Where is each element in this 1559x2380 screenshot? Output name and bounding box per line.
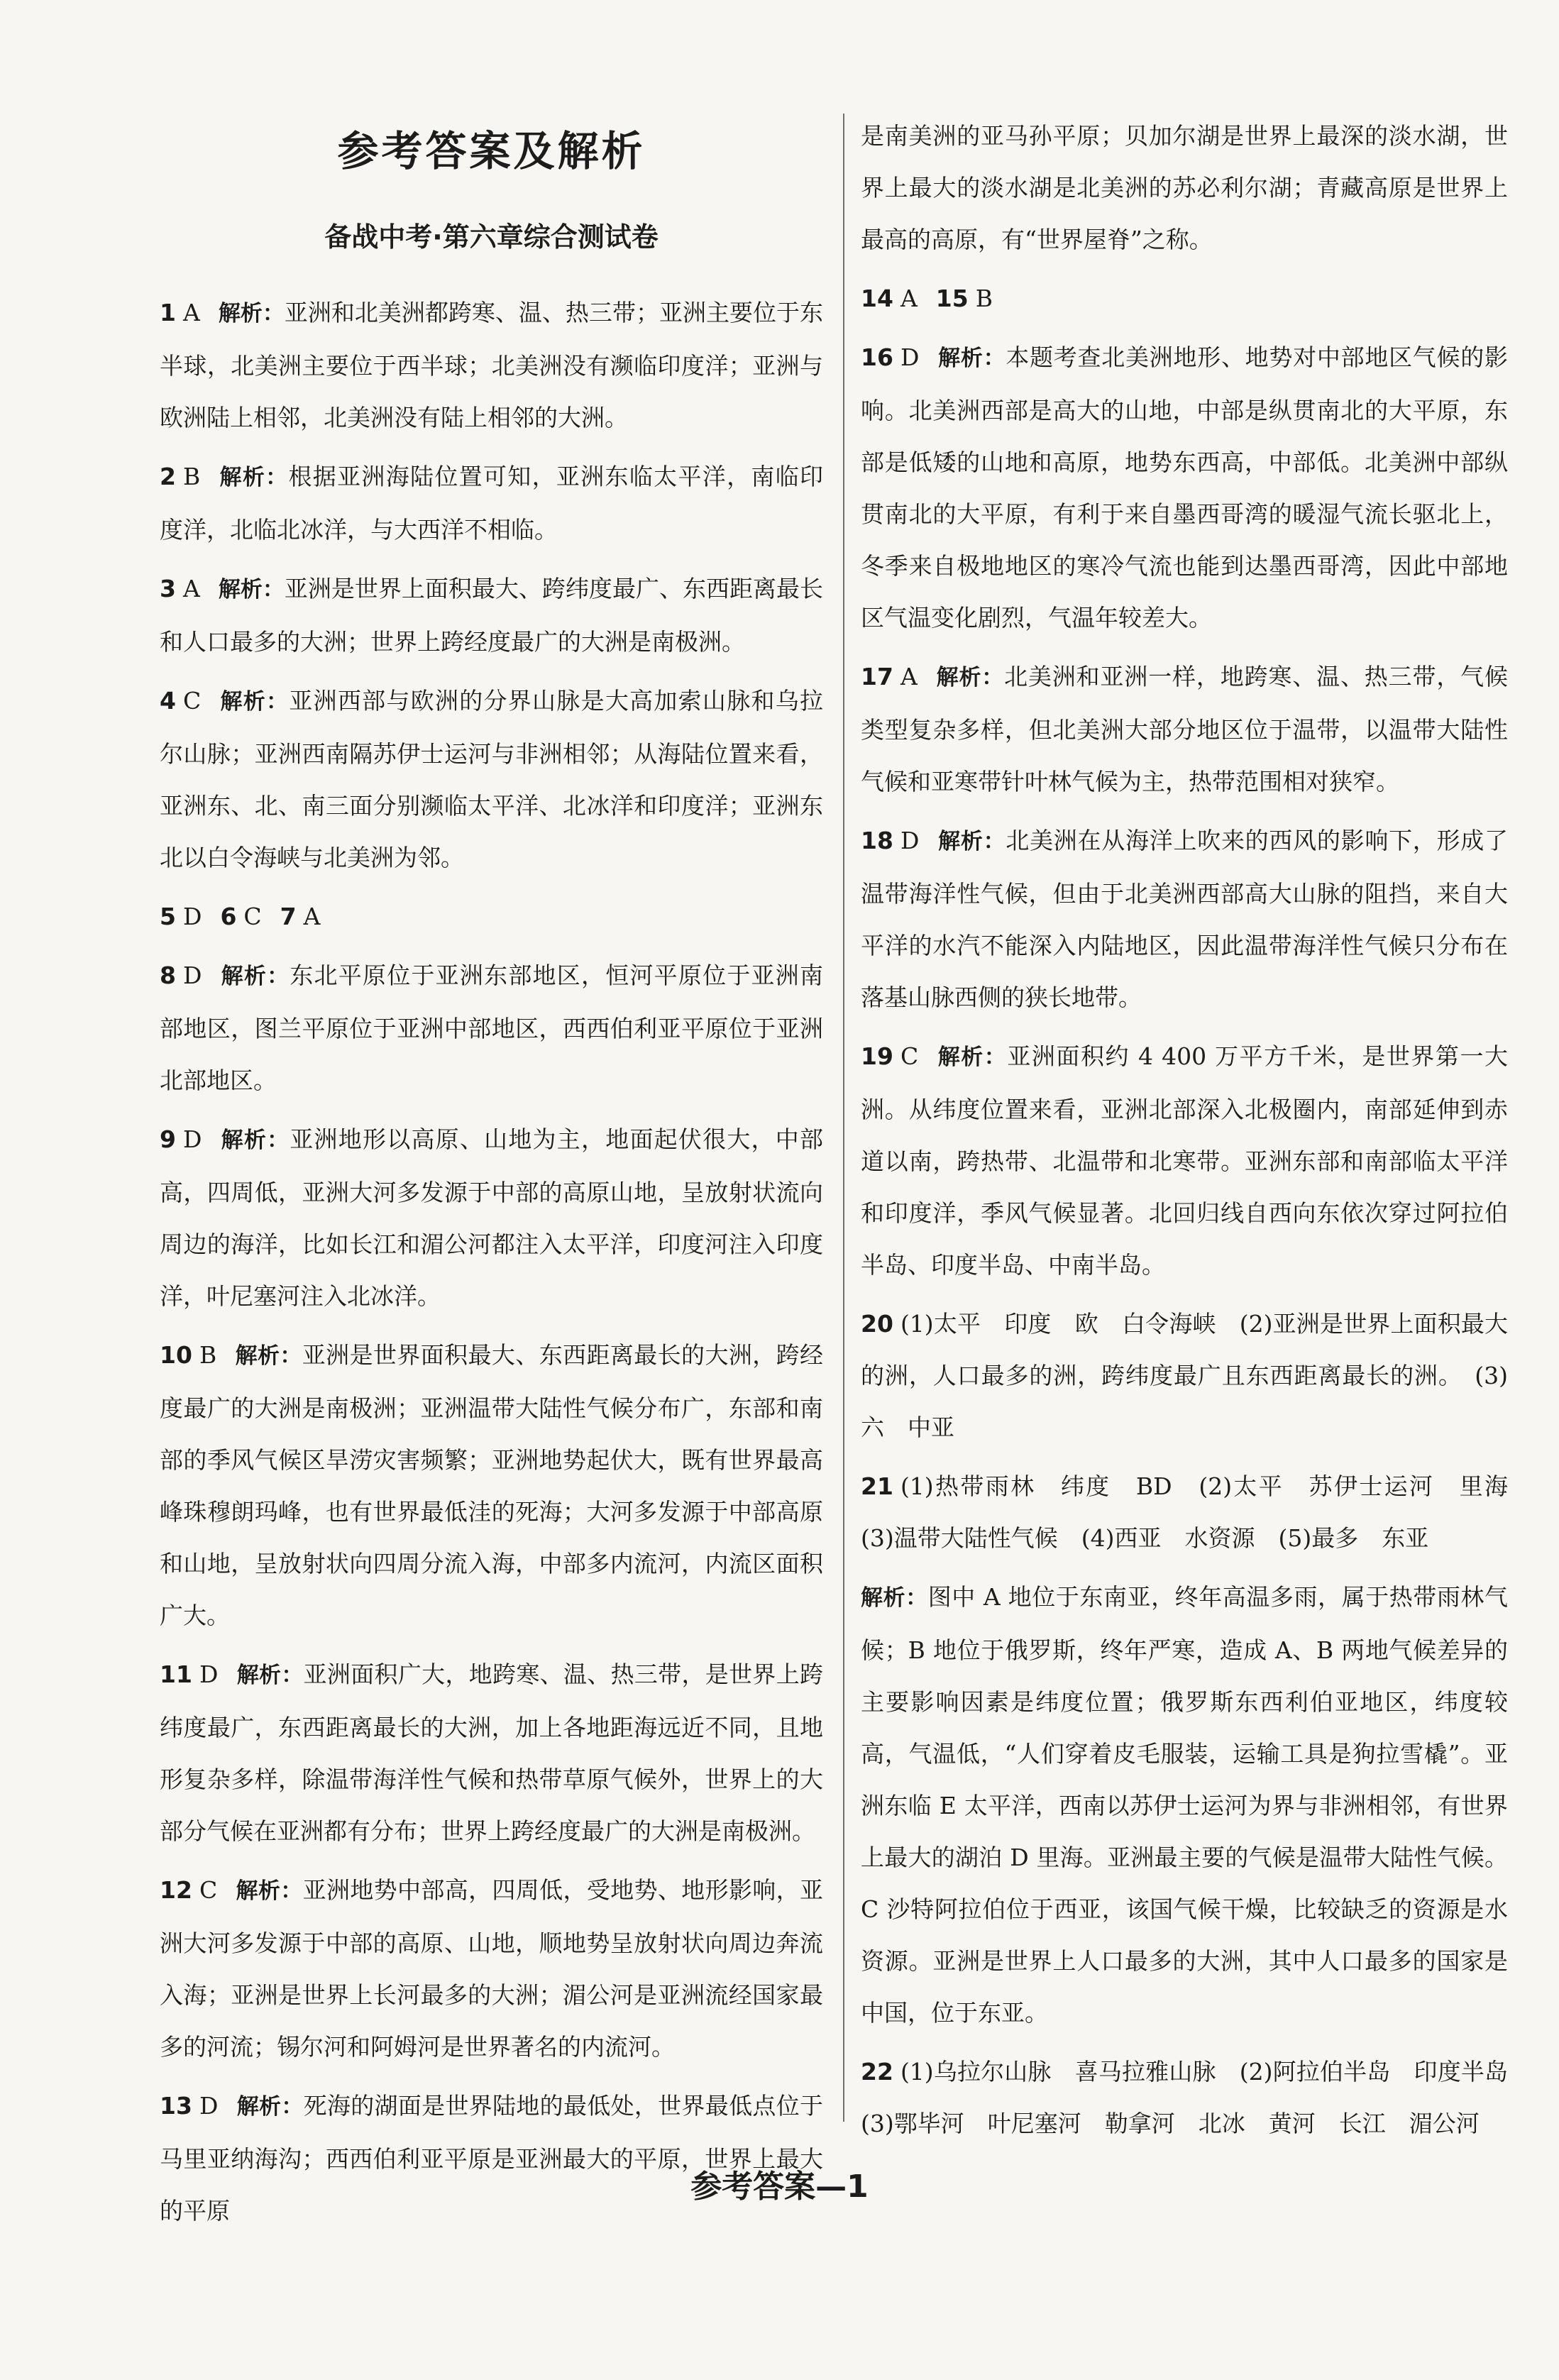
explanation-label: 解析：: [861, 1585, 928, 1611]
answer-item: [861, 331, 1508, 644]
question-number: 19: [861, 1042, 893, 1070]
answer-choice: B: [182, 463, 201, 490]
explanation-label: 解析：: [937, 829, 1006, 854]
answer-choice: D: [900, 343, 920, 371]
explanation-label: 解析：: [236, 1663, 304, 1688]
answer-item: [160, 675, 823, 883]
left-column: [160, 106, 823, 2244]
answer-item: [160, 2080, 823, 2237]
question-number: 6: [220, 903, 237, 930]
answer-text: 亚洲面积广大，地跨寒、温、热三带，是世界上跨纬度最广，东西距离最长的大洲，加上各地距海远近不同，且地形复杂多样，除温带海洋性气候和热带草原气候外，世界上的大部分气候在亚洲都有分布；世界上跨经度最广的大洲是南极洲。: [160, 1660, 824, 1845]
explanation-label: 解析：: [236, 1878, 303, 1904]
answer-item: [861, 815, 1508, 1023]
column-divider: [843, 114, 844, 2122]
question-number: 22: [861, 2058, 893, 2086]
question-number: 17: [861, 663, 893, 690]
answer-text: 本题考查北美洲地形、地势对中部地区气候的影响。北美洲西部是高大的山地，中部是纵贯南北的大平原，东部是低矮的山地和高原，地势东西高，中部低。北美洲中部纵贯南北的大平原，有利于来自墨西哥湾的暖湿气流长驱北上，冬季来自极地地区的寒冷气流也能到达墨西哥湾，因此中部地区气温变化剧烈，气温年较差大。: [861, 343, 1509, 632]
question-number: 8: [160, 962, 176, 989]
explanation-label: 解析：: [220, 1128, 290, 1153]
right-column: [861, 110, 1531, 2156]
question-number: 7: [280, 903, 297, 930]
answer-choice: A: [900, 285, 918, 312]
explanation-label: 解析：: [236, 2094, 304, 2120]
explanation-label: 解析：: [937, 1045, 1008, 1070]
continuation-text: 是南美洲的亚马孙平原；贝加尔湖是世界上最深的淡水湖，世界上最大的淡水湖是北美洲的苏必利尔湖；青藏高原是世界上最高的高原，有“世界屋脊”之称。: [861, 122, 1508, 253]
answer-choice: A: [182, 299, 200, 326]
question-number: 12: [160, 1876, 192, 1904]
answer-choice: A: [303, 903, 321, 930]
answer-text: 亚洲是世界面积最大、东西距离最长的大洲，跨经度最广的大洲是南极洲；亚洲温带大陆性气候分布广，东部和南部的季风气候区旱涝灾害频繁；亚洲地势起伏大，既有世界最高峰珠穆朗玛峰，也有世界最低洼的死海；大河多发源于中部高原和山地，呈放射状向四周分流入海，中部多内流河，内流区面积广大。: [160, 1341, 824, 1629]
explanation-label: 解析：: [219, 689, 290, 715]
answer-text: 亚洲西部与欧洲的分界山脉是大高加索山脉和乌拉尔山脉；亚洲西南隔苏伊士运河与非洲相邻；从海陆位置来看，亚洲东、北、南三面分别濒临太平洋、北冰洋和印度洋；亚洲东北以白令海峡与北美洲为邻。: [160, 687, 824, 871]
explanation-label: 解析：: [935, 665, 1005, 690]
answer-item: [160, 451, 823, 556]
left-answer-list: [160, 287, 823, 2237]
answer-text: (1)热带雨林 纬度 BD (2)太平 苏伊士运河 里海 (3)温带大陆性气候 (4)西亚 水资源 (5)最多 东亚: [861, 1472, 1531, 1552]
page-footer: 参考答案—1: [690, 2169, 869, 2205]
answer-pair: [220, 903, 261, 930]
answer-pair: [936, 285, 993, 312]
answer-choice: D: [199, 2092, 219, 2120]
answer-pair: [861, 285, 918, 312]
question-number: 14: [861, 285, 893, 312]
answer-choice: C: [199, 1876, 218, 1904]
answer-row-multi: [861, 272, 1508, 324]
answer-item: [160, 1113, 823, 1322]
answer-choice: D: [182, 1125, 202, 1153]
answer-choice: D: [182, 962, 202, 989]
explanation-label: 解析：: [219, 465, 289, 490]
question-number: 15: [935, 285, 969, 312]
answer-text: 亚洲是世界上面积最大、跨纬度最广、东西距离最长和人口最多的大洲；世界上跨经度最广的大洲是南极洲。: [160, 575, 824, 656]
answer-choice: D: [182, 903, 202, 930]
question-number: 11: [160, 1660, 192, 1688]
answer-pair: [280, 903, 321, 930]
answer-item: [160, 563, 823, 668]
answer-text: 亚洲地势中部高，四周低，受地势、地形影响，亚洲大河多发源于中部的高原、山地，顺地势呈放射状向周边奔流入海；亚洲是世界上长河最多的大洲；湄公河是亚洲流经国家最多的河流；锡尔河和阿姆河是世界著名的内流河。: [160, 1876, 824, 2061]
answer-item: [160, 1864, 823, 2073]
answer-item: [861, 1030, 1508, 1291]
answer-text: 亚洲地形以高原、山地为主，地面起伏很大，中部高，四周低，亚洲大河多发源于中部的高原山地，呈放射状流向周边的海洋，比如长江和湄公河都注入太平洋，印度河注入印度洋，叶尼塞河注入北冰洋。: [160, 1125, 824, 1310]
question-number: 2: [160, 463, 176, 490]
answer-choice: A: [182, 575, 200, 602]
answer-choice: C: [243, 903, 262, 930]
answer-text: 根据亚洲海陆位置可知，亚洲东临太平洋，南临印度洋，北临北冰洋，与大西洋不相临。: [160, 463, 824, 544]
answer-choice: D: [900, 827, 920, 854]
question-number: 13: [160, 2092, 192, 2120]
question-number: 21: [861, 1472, 893, 1500]
answer-text: 北美洲和亚洲一样，地跨寒、温、热三带，气候类型复杂多样，但北美洲大部分地区位于温带，以温带大陆性气候和亚寒带针叶林气候为主，热带范围相对狭窄。: [861, 663, 1509, 795]
answer-item: [160, 1648, 823, 1857]
answer-text: 亚洲面积约 4 400 万平方千米，是世界第一大洲。从纬度位置来看，亚洲北部深入北极圈内，南部延伸到赤道以南，跨热带、北温带和北寒带。亚洲东部和南部临太平洋和印度洋，季风气候显著。北回归线自西向东依次穿过阿拉伯半岛、印度半岛、中南半岛。: [861, 1042, 1509, 1279]
question-number: 20: [861, 1310, 893, 1338]
right-answer-list: [861, 272, 1531, 2149]
answer-pair: [160, 903, 202, 930]
question-number: 16: [861, 343, 893, 371]
answer-text: 北美洲在从海洋上吹来的西风的影响下，形成了温带海洋性气候，但由于北美洲西部高大山脉的阻挡，来自大平洋的水汽不能深入内陆地区，因此温带海洋性气候只分布在落基山脉西侧的狭长地带。: [861, 827, 1509, 1011]
question-number: 9: [160, 1125, 176, 1153]
answer-item: [861, 2046, 1531, 2149]
question-number: 5: [160, 903, 176, 930]
question-number: 18: [861, 827, 893, 854]
page-subtitle: 备战中考·第六章综合测试卷: [324, 221, 659, 253]
answer-row-multi: [160, 891, 823, 942]
answer-choice: C: [900, 1042, 919, 1070]
question-number: 3: [160, 575, 176, 602]
explanation-label: 解析：: [937, 346, 1006, 371]
answer-choice: B: [975, 285, 993, 312]
question-number: 4: [160, 687, 176, 715]
explanation-label: 解析：: [218, 301, 285, 326]
explanation-text: 图中 A 地位于东南亚，终年高温多雨，属于热带雨林气候；B 地位于俄罗斯，终年严寒，造成 A、B 两地气候差异的主要影响因素是纬度位置；俄罗斯东西利伯亚地区，纬度较高，气温低，“人们穿着皮毛服装，运输工具是狗拉雪橇”。亚洲东临 E 太平洋，西南以苏伊士运河为界与非洲相邻，有世界上最大的湖泊 D 里海。亚洲最主要的气候是温带大陆性气候。C 沙特阿拉伯位于西亚，该国气候干燥，比较缺乏的资源是水资源。亚洲是世界上人口最多的大洲，其中人口最多的国家是中国，位于东亚。: [861, 1583, 1508, 2027]
answer-choice: A: [900, 663, 918, 690]
answer-choice: D: [199, 1660, 219, 1688]
answer-choice: B: [199, 1341, 217, 1369]
answer-choice: C: [182, 687, 202, 715]
answer-item: [861, 651, 1508, 808]
page-title: 参考答案及解析: [337, 127, 646, 175]
answer-text: 亚洲和北美洲都跨寒、温、热三带；亚洲主要位于东半球，北美洲主要位于西半球；北美洲没有濒临印度洋；亚洲与欧洲陆上相邻，北美洲没有陆上相邻的大洲。: [160, 299, 824, 431]
explanation-block: [861, 1571, 1508, 2039]
answer-text: 死海的湖面是世界陆地的最低处，世界最低点位于马里亚纳海沟；西西伯利亚平原是亚洲最大的平原，世界上最大的平原: [160, 2092, 824, 2225]
question-number: 1: [160, 299, 176, 326]
explanation-label: 解析：: [218, 577, 285, 602]
answer-text: 东北平原位于亚洲东部地区，恒河平原位于亚洲南部地区，图兰平原位于亚洲中部地区，西西伯利亚平原位于亚洲北部地区。: [160, 962, 824, 1094]
question-number: 10: [160, 1341, 192, 1369]
answer-item: [160, 287, 823, 444]
explanation-label: 解析：: [220, 964, 290, 989]
explanation-label: 解析：: [235, 1343, 302, 1369]
answer-text: (1)乌拉尔山脉 喜马拉雅山脉 (2)阿拉伯半岛 印度半岛 (3)鄂毕河 叶尼塞河 勒拿河 北冰 黄河 长江 湄公河: [861, 2058, 1531, 2137]
answer-item: [861, 1298, 1508, 1453]
answer-item: [861, 1460, 1531, 1564]
answer-item: [160, 949, 823, 1106]
answer-text: (1)太平 印度 欧 白令海峡 (2)亚洲是世界上面积最大的洲，人口最多的洲，跨纬度最广且东西距离最长的洲。 (3)六 中亚: [861, 1310, 1508, 1441]
answer-item: [160, 1329, 823, 1641]
